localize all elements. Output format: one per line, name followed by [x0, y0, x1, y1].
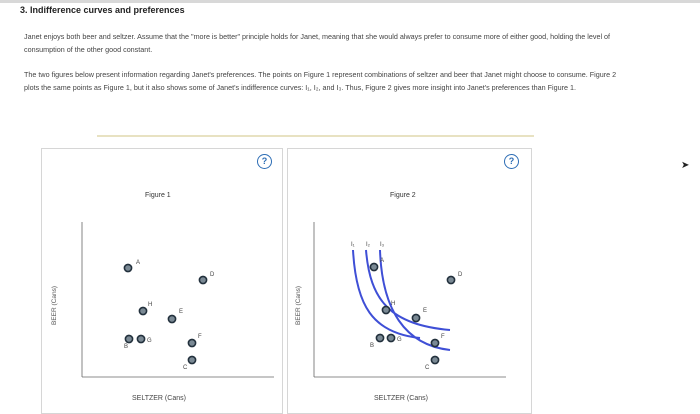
figure2-chart	[290, 185, 512, 405]
point-g	[387, 334, 394, 341]
point-label-c: C	[425, 365, 430, 371]
figure2-y-label: BEER (Cans)	[295, 285, 302, 325]
point-h	[382, 306, 389, 313]
point-f	[431, 339, 438, 346]
question-heading: 3. Indifference curves and preferences	[20, 5, 185, 15]
point-label-a: A	[380, 258, 385, 264]
point-label-d: D	[210, 272, 215, 278]
help-icon: ?	[261, 156, 268, 166]
figure1-y-label: BEER (Cans)	[51, 285, 58, 325]
curve-label-i2: I₂	[366, 242, 370, 248]
point-c	[188, 356, 195, 363]
point-a	[370, 263, 377, 270]
point-b	[125, 335, 132, 342]
point-label-b: B	[370, 343, 375, 349]
figure1-chart	[51, 185, 280, 405]
point-label-f: F	[198, 334, 202, 340]
indifference-curve-i2	[366, 250, 450, 330]
figure2-points	[370, 258, 463, 371]
point-b	[376, 334, 383, 341]
point-label-g: G	[147, 338, 152, 344]
curve-label-i1: I₁	[351, 242, 355, 248]
point-g	[137, 335, 144, 342]
top-divider	[0, 0, 700, 3]
point-f	[188, 339, 195, 346]
figure1-title: Figure 1	[145, 192, 171, 199]
point-label-e: E	[179, 309, 184, 315]
point-h	[139, 307, 146, 314]
figure2-x-label: SELTZER (Cans)	[374, 395, 428, 402]
point-label-f: F	[441, 334, 445, 340]
point-label-h: H	[148, 302, 153, 308]
point-c	[431, 356, 438, 363]
point-label-c: C	[183, 365, 188, 371]
section-divider	[97, 135, 534, 137]
help-icon: ?	[508, 156, 515, 166]
point-label-h: H	[391, 301, 396, 307]
point-label-g: G	[397, 337, 402, 343]
curve-label-i3: I₃	[380, 242, 385, 248]
mouse-cursor-icon: ➤	[681, 160, 690, 171]
figure1-help-button[interactable]	[257, 154, 272, 169]
point-d	[199, 276, 206, 283]
point-label-d: D	[458, 272, 463, 278]
point-d	[447, 276, 454, 283]
figure2-help-button[interactable]	[504, 154, 519, 169]
point-e	[412, 314, 419, 321]
figures-description-paragraph: The two figures below present information regarding Janet's preferences. The points on Figure 1 represent combinations of seltzer and beer that Janet might choose to consume. Figure 2 plots the same points as Figure 1, but it also shows some of Janet's indifference curves: I₁, I₂, and I₃. Thus, Figure 2 gives more insight into Janet's preferences than Figure 1.	[24, 70, 617, 92]
figure2-title: Figure 2	[390, 192, 416, 199]
intro-paragraph: Janet enjoys both beer and seltzer. Assume that the "more is better" principle holds for Janet, meaning that she would always prefer to consume more of either good, holding the level of consumption of the other good constant.	[24, 32, 611, 54]
figure1-points	[124, 260, 215, 371]
point-e	[168, 315, 175, 322]
figure1-x-label: SELTZER (Cans)	[132, 395, 186, 402]
point-label-a: A	[136, 260, 141, 266]
point-label-e: E	[423, 308, 428, 314]
point-label-b: B	[124, 344, 129, 350]
point-a	[124, 264, 131, 271]
